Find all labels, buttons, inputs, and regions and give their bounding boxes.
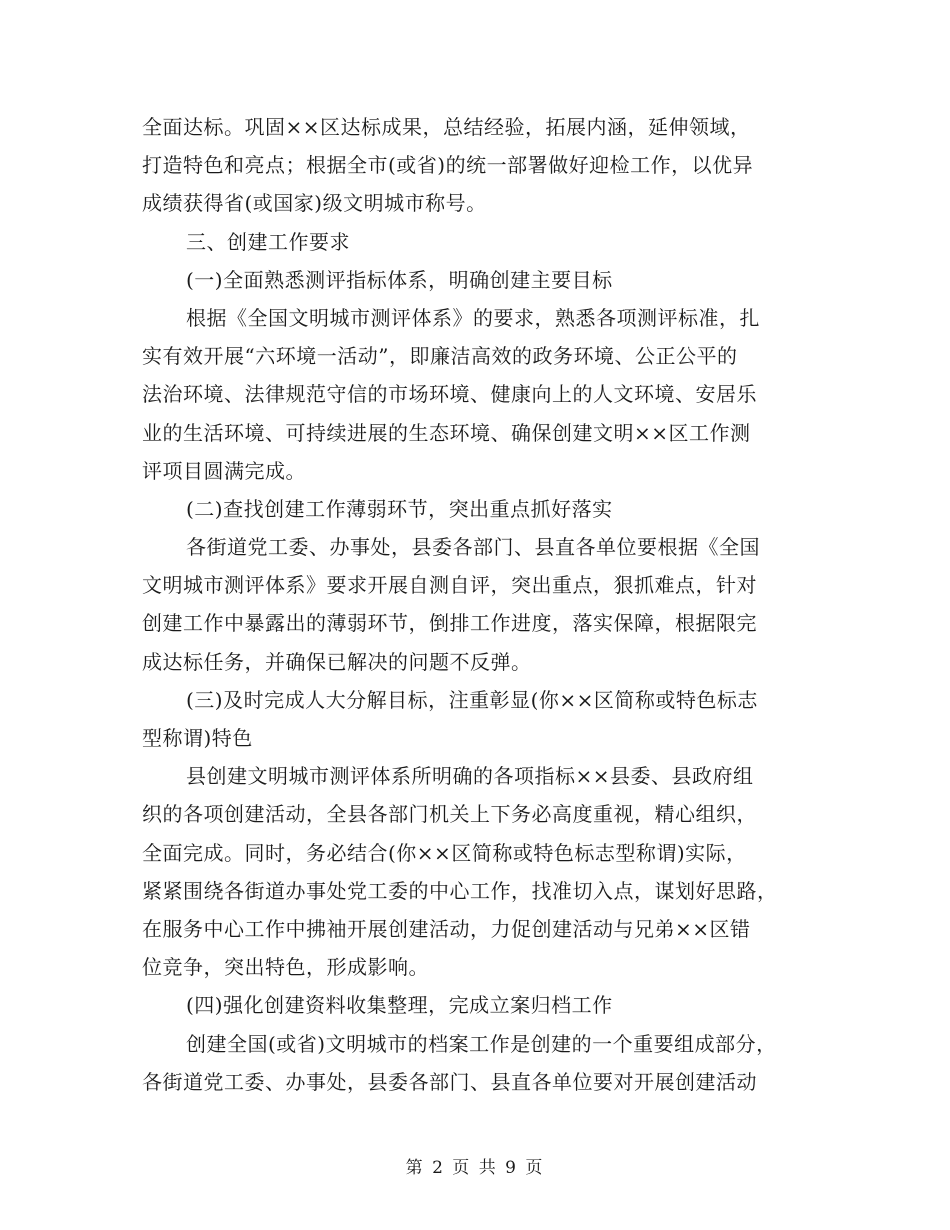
body-line: 成达标任务，并确保已解决的问题不反弹。 — [142, 649, 532, 674]
subsection-heading: (二)查找创建工作薄弱环节，突出重点抓好落实 — [186, 496, 613, 521]
body-line: 打造特色和亮点；根据全市(或省)的统一部署做好迎检工作，以优异 — [142, 153, 754, 178]
body-line: 县创建文明城市测评体系所明确的各项指标××县委、县政府组 — [186, 764, 754, 789]
body-line: 文明城市测评体系》要求开展自测自评，突出重点，狠抓难点，针对 — [142, 573, 757, 598]
body-line: 各街道党工委、办事处，县委各部门、县直各单位要对开展创建活动 — [142, 1069, 757, 1094]
section-heading: 三、创建工作要求 — [186, 229, 350, 254]
subsection-heading: (三)及时完成人大分解目标，注重彰显(你××区简称或特色标志 — [186, 687, 758, 712]
body-line: 全面达标。巩固××区达标成果，总结经验，拓展内涵，延伸领域， — [142, 115, 751, 139]
body-line: 织的各项创建活动，全县各部门机关上下务必高度重视，精心组织， — [142, 802, 757, 827]
page-number-footer: 第 2 页 共 9 页 — [405, 1158, 545, 1178]
body-line: 创建全国(或省)文明城市的档案工作是创建的一个重要组成部分， — [186, 1031, 777, 1056]
subsection-heading: (一)全面熟悉测评指标体系，明确创建主要目标 — [186, 267, 613, 292]
body-line: 评项目圆满完成。 — [142, 458, 306, 483]
subsection-heading: (四)强化创建资料收集整理，完成立案归档工作 — [186, 993, 613, 1018]
body-line: 业的生活环境、可持续进展的生态环境、确保创建文明××区工作测 — [142, 420, 751, 445]
body-line: 成绩获得省(或国家)级文明城市称号。 — [142, 191, 487, 216]
document-body — [142, 108, 808, 1101]
body-line: 在服务中心工作中拂袖开展创建活动，力促创建活动与兄弟××区错 — [142, 916, 751, 941]
body-line: 全面完成。同时，务必结合(你××区简称或特色标志型称谓)实际， — [142, 840, 747, 865]
body-line: 法治环境、法律规范守信的市场环境、健康向上的人文环境、安居乐 — [142, 382, 757, 407]
body-line: 紧紧围绕各街道办事处党工委的中心工作，找准切入点，谋划好思路， — [142, 878, 778, 903]
body-line: 创建工作中暴露出的薄弱环节，倒排工作进度，落实保障，根据限完 — [142, 611, 757, 636]
body-line: 实有效开展“六环境一活动”，即廉洁高效的政务环境、公正公平的 — [142, 344, 738, 369]
body-line: 根据《全国文明城市测评体系》的要求，熟悉各项测评标准，扎 — [186, 305, 760, 330]
body-line: 位竞争，突出特色，形成影响。 — [142, 955, 429, 980]
subsection-heading-cont: 型称谓)特色 — [142, 726, 253, 750]
body-line: 各街道党工委、办事处，县委各部门、县直各单位要根据《全国 — [186, 535, 760, 560]
